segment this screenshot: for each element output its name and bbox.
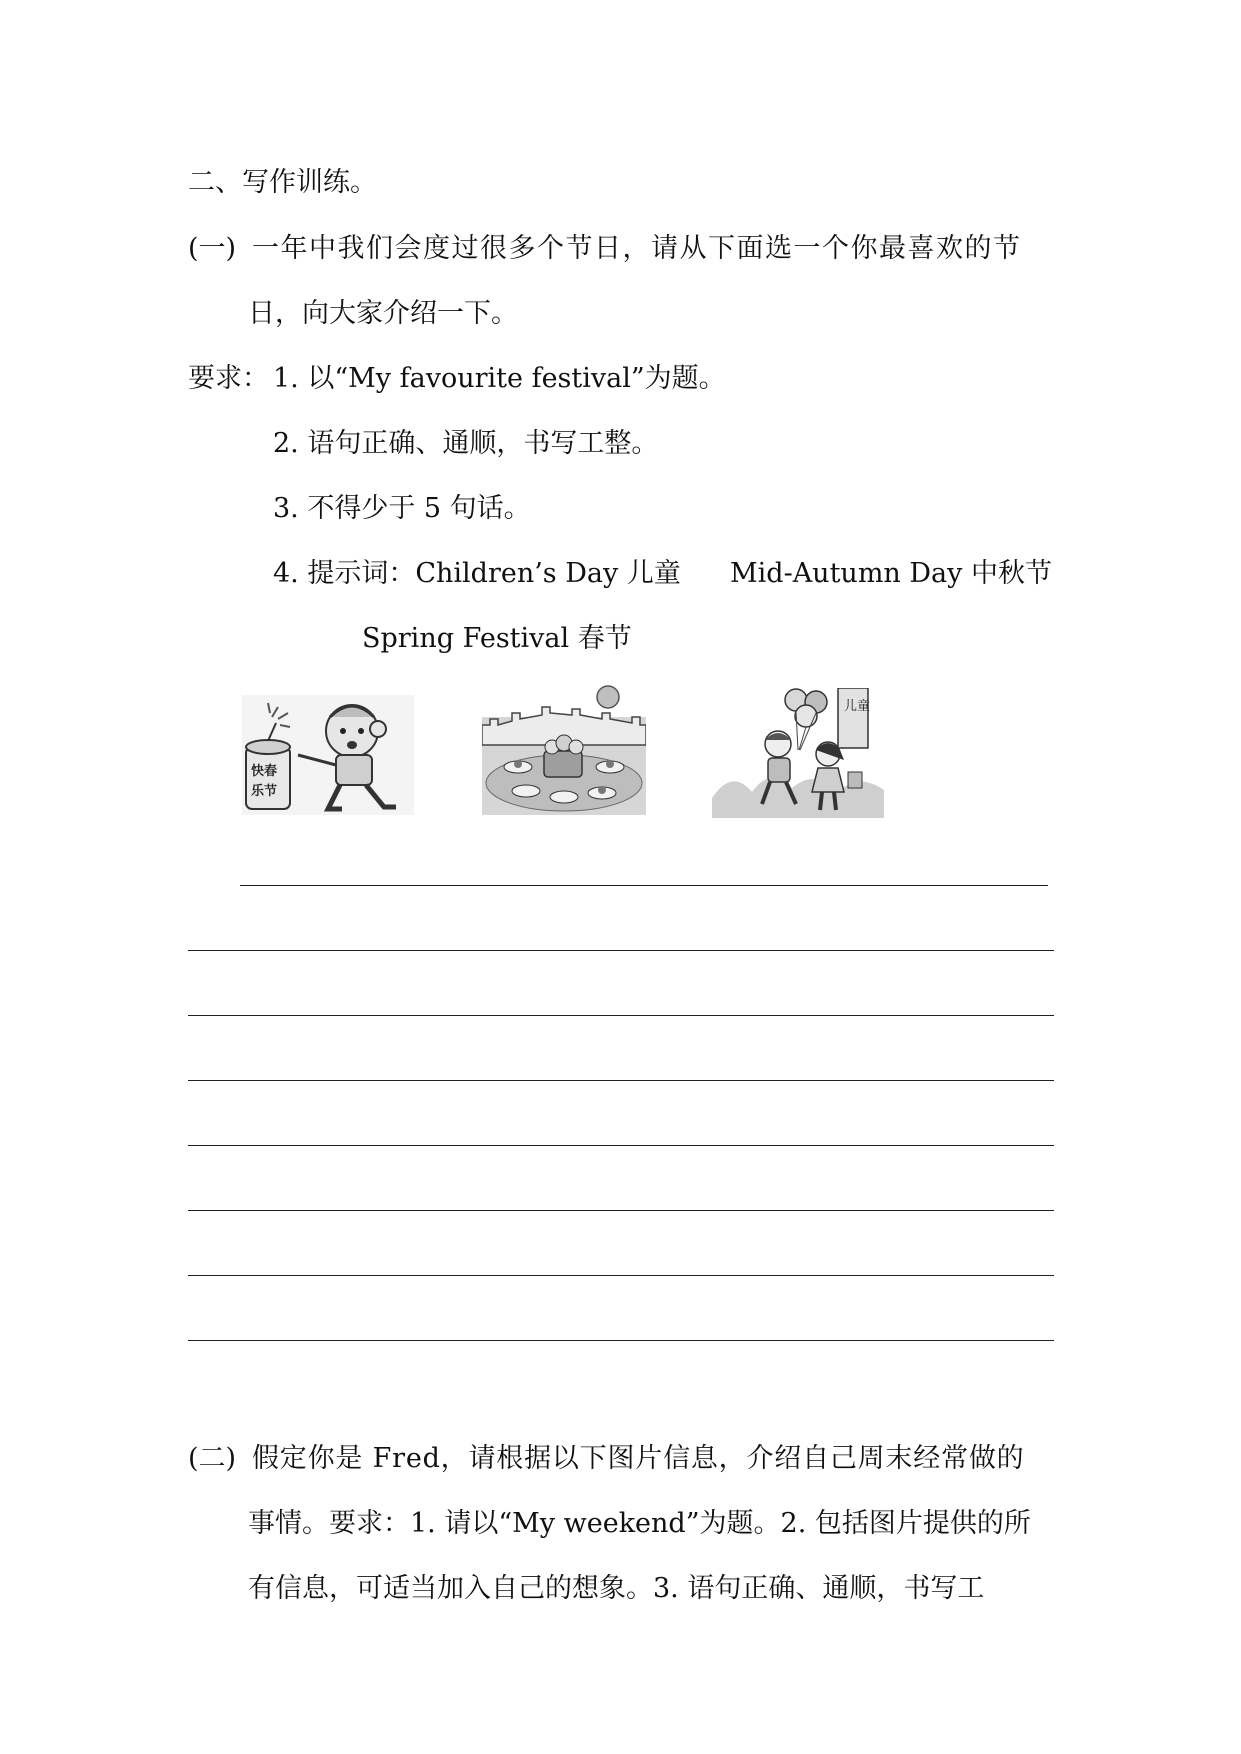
- task2-marker: (二): [188, 1443, 237, 1474]
- writing-line[interactable]: [188, 1210, 1054, 1211]
- requirement-3: 3. 不得少于 5 句话。: [273, 493, 531, 524]
- requirement-4-hint-mid-autumn: Mid-Autumn Day 中秋节: [730, 558, 1052, 589]
- task1-instruction-line1: 一年中我们会度过很多个节日，请从下面选一个你最喜欢的节: [252, 233, 1022, 264]
- task2-instruction-line2: 事情。要求：1. 请以“My weekend”为题。2. 包括图片提供的所: [248, 1508, 1031, 1539]
- writing-line[interactable]: [188, 1080, 1054, 1081]
- writing-line[interactable]: [188, 950, 1054, 951]
- requirement-4-hint-childrens-day: 4. 提示词：Children’s Day 儿童: [273, 558, 681, 589]
- banner-text: 儿童: [844, 699, 871, 714]
- requirement-4-hint-spring-festival: Spring Festival 春节: [362, 623, 632, 654]
- mid-autumn-picture: [482, 685, 646, 815]
- requirement-2: 2. 语句正确、通顺，书写工整。: [273, 428, 659, 459]
- writing-line[interactable]: [188, 1015, 1054, 1016]
- task2-instruction-line3: 有信息，可适当加入自己的想象。3. 语句正确、通顺，书写工: [248, 1573, 985, 1604]
- task2-instruction-line1: 假定你是 Fred，请根据以下图片信息，介绍自己周末经常做的: [252, 1443, 1025, 1474]
- spring-festival-picture: [242, 695, 414, 815]
- sign-text-bottom: 乐节: [251, 784, 278, 799]
- task1-instruction-line2: 日，向大家介绍一下。: [248, 298, 518, 329]
- writing-line[interactable]: [240, 885, 1048, 886]
- sign-text-top: 快春: [251, 764, 278, 779]
- section-heading: 二、写作训练。: [188, 167, 377, 198]
- requirement-1: 1. 以“My favourite festival”为题。: [273, 363, 726, 394]
- writing-line[interactable]: [188, 1340, 1054, 1341]
- childrens-day-picture: [712, 688, 884, 818]
- writing-line[interactable]: [188, 1145, 1054, 1146]
- writing-line[interactable]: [188, 1275, 1054, 1276]
- requirements-label: 要求：: [188, 363, 269, 394]
- task1-marker: (一): [188, 233, 237, 264]
